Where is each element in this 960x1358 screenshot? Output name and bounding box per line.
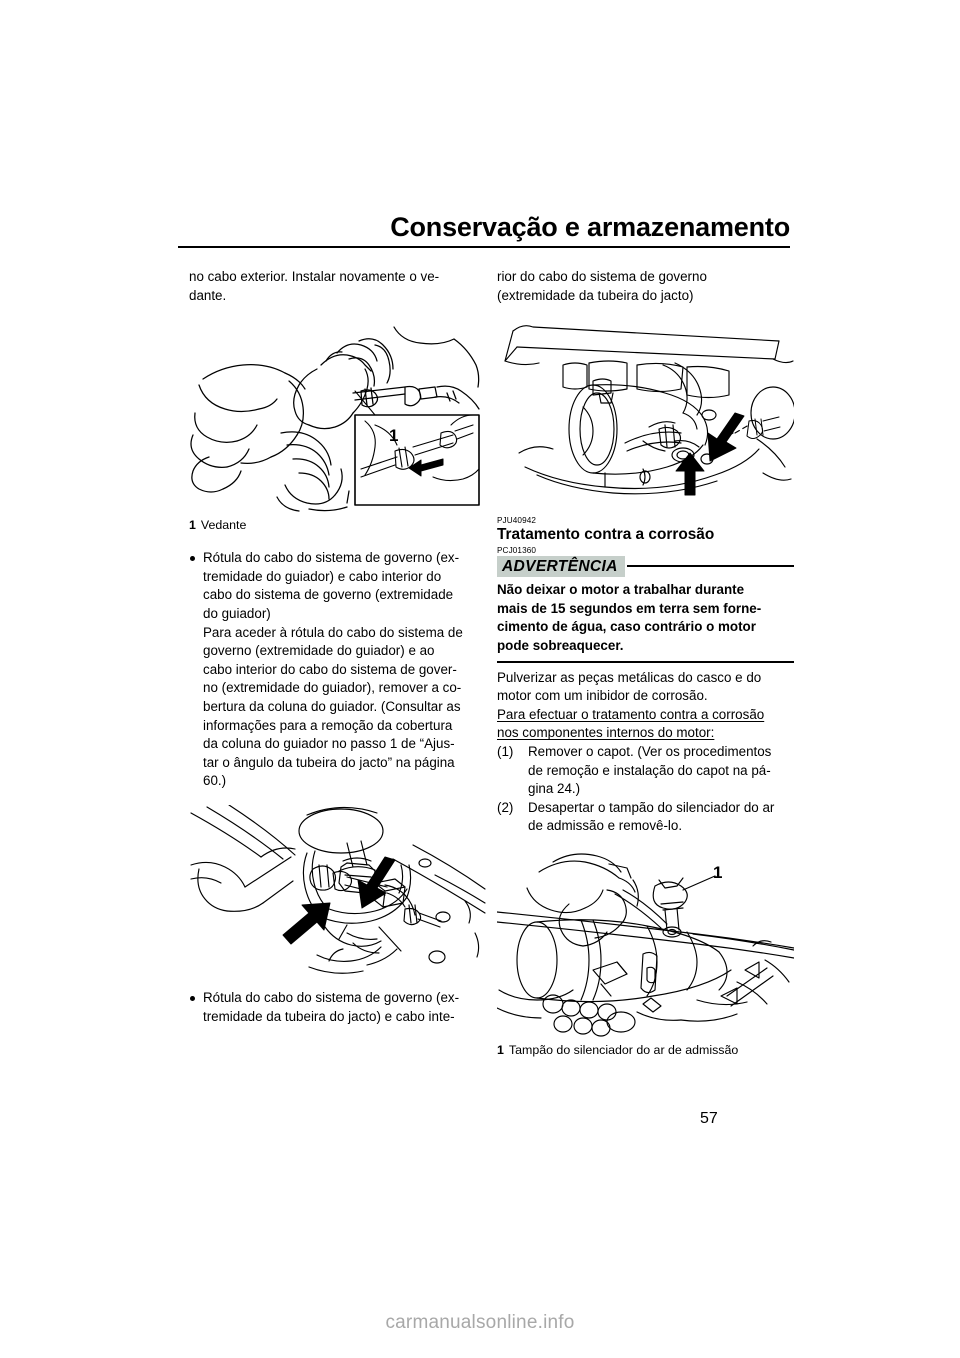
- corrosion-body-paragraph-1: [497, 669, 794, 706]
- left-intro-line-2: dante.: [189, 287, 227, 303]
- header-rule: [178, 246, 790, 248]
- bullet1-line-3: cabo do sistema de governo (extremidade: [203, 587, 454, 603]
- procedure-step-1-number: (1): [497, 743, 514, 759]
- right-intro-line-2: (extremidade da tubeira do jacto): [497, 287, 694, 303]
- warning-label: ADVERTÊNCIA: [497, 556, 625, 577]
- procedure-step-1: [497, 743, 794, 799]
- left-intro-line-1: no cabo exterior. Instalar novamente o ve-: [189, 269, 440, 284]
- figure4-caption-index: 1: [497, 1042, 504, 1057]
- figure1-caption-index: 1: [189, 518, 196, 533]
- bullet1-line-1: Rótula do cabo do sistema de governo (ex-: [203, 550, 460, 566]
- warning-line-2: mais de 15 segundos em terra sem forne-: [497, 600, 762, 616]
- procedure-step-2: [497, 799, 794, 836]
- warning-header: [497, 556, 794, 577]
- procedure-step-2-number: (2): [497, 799, 514, 815]
- bullet1-p2-line-3: cabo interior do cabo do sistema de gover-: [203, 661, 457, 677]
- bullet1-p2-line-6: informações para a remoção da cobertura: [203, 717, 453, 733]
- page-number: 57: [700, 1110, 718, 1127]
- warning-line-3: cimento de água, caso contrário o motor: [497, 619, 756, 635]
- right-intro-paragraph: [497, 268, 794, 305]
- page-header: [178, 212, 790, 248]
- bullet2-line-2: tremidade da tubeira do jacto) e cabo inte-: [203, 1008, 455, 1024]
- figure-steering-column-ball-joint: [189, 805, 486, 975]
- figure1-callout-number: 1: [389, 426, 399, 446]
- figure-jet-nozzle-ball-joint: [497, 317, 794, 505]
- bullet1-p2-line-8: tar o ângulo da tubeira do jacto” na página: [203, 754, 455, 770]
- bullet1-p2-line-4: no (extremidade do guiador), remover a co-: [203, 680, 462, 696]
- procedure-step-1-line-2: de remoção e instalação do capot na pá-: [528, 762, 771, 778]
- bullet1-paragraph-2: [203, 624, 486, 791]
- bullet-item-steering-cable-jet-nozzle: [189, 989, 486, 1026]
- figure1-caption: [189, 517, 486, 533]
- bullet1-p2-line-2: governo (extremidade do guiador) e ao: [203, 643, 435, 659]
- figure1-caption-text: Vedante: [200, 518, 247, 533]
- section-corrosion-treatment: [497, 516, 794, 662]
- bullet1-p2-line-1: Para aceder à rótula do cabo do sistema de: [203, 624, 463, 640]
- page-title: Conservação e armazenamento: [390, 212, 790, 242]
- figure-steering-cable-seal: [189, 317, 486, 513]
- corrosion-p1-line-2: motor com um inibidor de corrosão.: [497, 688, 708, 704]
- procedure-step-2-line-1: Desapertar o tampão do silenciador do ar: [528, 799, 775, 815]
- bullet1-p2-line-5: bertura da coluna do guiador. (Consultar as: [203, 698, 461, 714]
- section-title: Tratamento contra a corrosão: [497, 526, 715, 544]
- bullet-item-steering-cable-handlebar: [189, 549, 486, 791]
- bullet1-paragraph-1: [203, 549, 486, 623]
- bullet2-line-1: Rótula do cabo do sistema de governo (ex-: [203, 989, 460, 1005]
- section-ref-code: PJU40942: [497, 516, 537, 526]
- procedure-step-2-line-2: de admissão e removê-lo.: [528, 818, 683, 834]
- warning-line-4: pode sobreaquecer.: [497, 637, 624, 653]
- bullet2-paragraph: [203, 989, 486, 1026]
- bullet1-p2-line-9: 60.): [203, 773, 227, 789]
- watermark: carmanualsonline.info: [385, 1312, 575, 1333]
- figure4-caption: [497, 1042, 794, 1058]
- left-intro-paragraph: [189, 268, 486, 305]
- corrosion-p1-line-1: Pulverizar as peças metálicas do casco e do: [497, 669, 762, 685]
- warning-line-1: Não deixar o motor a trabalhar durante: [497, 582, 745, 598]
- left-column: [189, 268, 486, 1026]
- bullet1-line-2: tremidade do guiador) e cabo interior do: [203, 568, 442, 584]
- right-column: [497, 268, 794, 1070]
- figure4-caption-text: Tampão do silenciador do ar de admissão: [508, 1042, 739, 1057]
- warning-body-text: [497, 581, 794, 655]
- figure4-callout-number: 1: [713, 862, 723, 882]
- bullet1-p2-line-7: da coluna do guiador no passo 1 de “Ajus-: [203, 736, 455, 752]
- bullet-dot-icon: [190, 556, 195, 561]
- corrosion-underlined-lead: [497, 706, 794, 743]
- figure-intake-muffler-plug: [497, 850, 794, 1038]
- right-intro-line-1: rior do cabo do sistema de governo: [497, 269, 707, 284]
- warning-ref-code: PCJ01360: [497, 546, 537, 556]
- corrosion-underlined-line-2: nos componentes internos do motor:: [497, 725, 715, 741]
- procedure-step-1-line-3: gina 24.): [528, 781, 581, 797]
- warning-header-rule: [627, 565, 794, 567]
- warning-bottom-rule: [497, 661, 794, 663]
- bullet1-line-4: do guiador): [203, 605, 271, 621]
- bullet-dot-icon: [190, 996, 195, 1001]
- procedure-step-1-line-1: Remover o capot. (Ver os procedimentos: [528, 743, 772, 759]
- corrosion-underlined-line-1: Para efectuar o tratamento contra a corrosão: [497, 706, 765, 722]
